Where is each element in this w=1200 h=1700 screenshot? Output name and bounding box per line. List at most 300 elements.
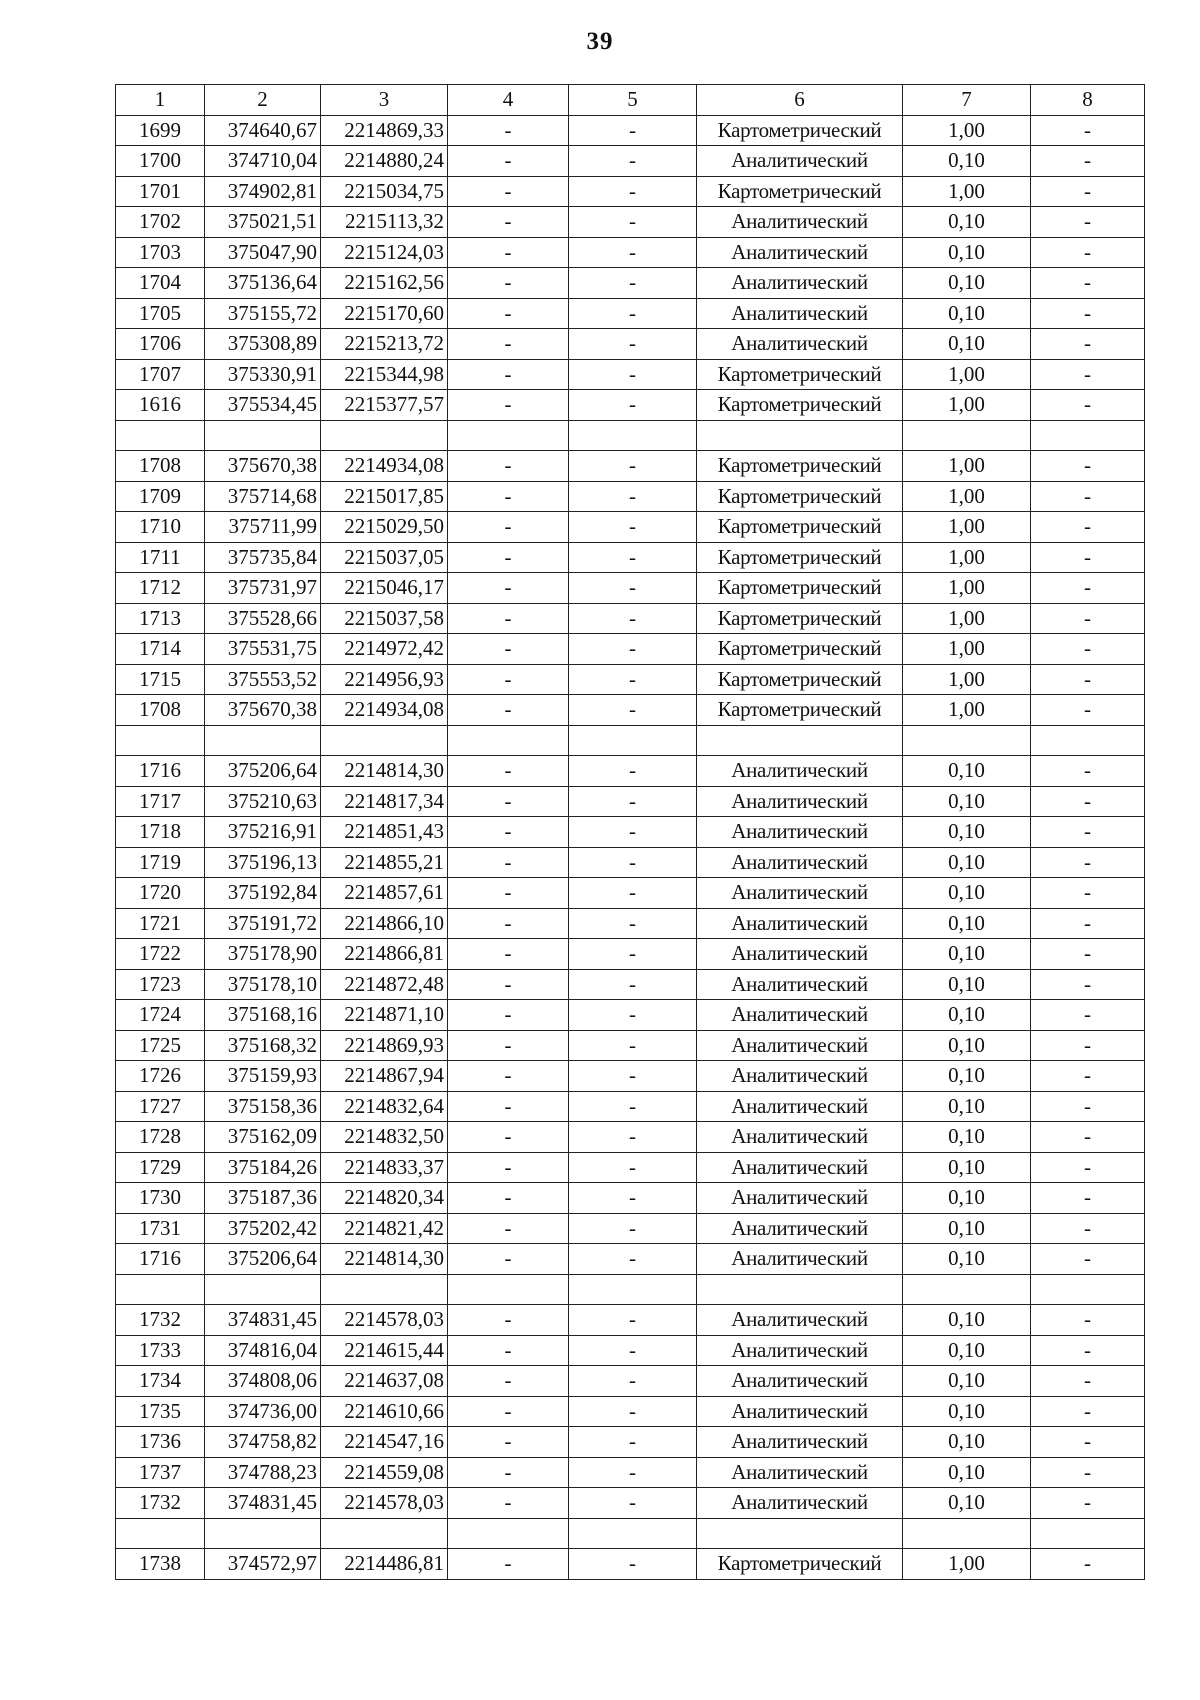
column-8-value: - [1031, 1305, 1145, 1336]
table-row [116, 298, 1145, 329]
table-row [116, 451, 1145, 482]
coordinate-y: 2215170,60 [321, 298, 448, 329]
column-4-value: - [448, 664, 569, 695]
column-4-value: - [448, 390, 569, 421]
point-number: 1720 [116, 878, 205, 909]
point-number: 1701 [116, 176, 205, 207]
point-number: 1718 [116, 817, 205, 848]
point-number: 1712 [116, 573, 205, 604]
column-5-value: - [569, 969, 697, 1000]
column-4-value [448, 1518, 569, 1549]
coordinate-x: 375670,38 [205, 695, 321, 726]
column-8-value: - [1031, 664, 1145, 695]
method-cell: Аналитический [697, 268, 903, 299]
accuracy-cell: 1,00 [903, 512, 1031, 543]
coordinate-x: 375178,10 [205, 969, 321, 1000]
table-row [116, 573, 1145, 604]
point-number: 1717 [116, 786, 205, 817]
method-cell: Аналитический [697, 1061, 903, 1092]
accuracy-cell: 0,10 [903, 847, 1031, 878]
accuracy-cell: 1,00 [903, 542, 1031, 573]
column-5-value: - [569, 603, 697, 634]
coordinate-x: 375206,64 [205, 1244, 321, 1275]
coordinate-x [205, 1518, 321, 1549]
point-number: 1724 [116, 1000, 205, 1031]
coordinate-x [205, 725, 321, 756]
coordinate-y: 2215162,56 [321, 268, 448, 299]
column-4-value [448, 725, 569, 756]
column-header: 6 [697, 85, 903, 116]
column-8-value: - [1031, 1122, 1145, 1153]
point-number: 1726 [116, 1061, 205, 1092]
column-4-value: - [448, 329, 569, 360]
accuracy-cell: 0,10 [903, 1427, 1031, 1458]
coordinate-y: 2214832,64 [321, 1091, 448, 1122]
column-5-value: - [569, 237, 697, 268]
coordinate-y: 2214578,03 [321, 1488, 448, 1519]
table-row [116, 1549, 1145, 1580]
column-5-value: - [569, 298, 697, 329]
table-row [116, 634, 1145, 665]
accuracy-cell [903, 1518, 1031, 1549]
coordinate-x: 375021,51 [205, 207, 321, 238]
point-number: 1734 [116, 1366, 205, 1397]
point-number: 1733 [116, 1335, 205, 1366]
table-row [116, 1061, 1145, 1092]
coordinate-x: 375670,38 [205, 451, 321, 482]
column-4-value: - [448, 939, 569, 970]
coordinate-y [321, 420, 448, 451]
column-8-value: - [1031, 237, 1145, 268]
table-row [116, 786, 1145, 817]
coordinate-y: 2215017,85 [321, 481, 448, 512]
table-row [116, 969, 1145, 1000]
accuracy-cell: 1,00 [903, 1549, 1031, 1580]
column-4-value: - [448, 1000, 569, 1031]
column-8-value: - [1031, 1030, 1145, 1061]
column-4-value: - [448, 1152, 569, 1183]
coordinate-x: 374710,04 [205, 146, 321, 177]
column-4-value: - [448, 1244, 569, 1275]
coordinate-x: 375531,75 [205, 634, 321, 665]
column-4-value: - [448, 298, 569, 329]
column-5-value: - [569, 329, 697, 360]
column-4-value: - [448, 1061, 569, 1092]
coordinate-y: 2215377,57 [321, 390, 448, 421]
method-cell: Аналитический [697, 817, 903, 848]
column-8-value: - [1031, 298, 1145, 329]
column-8-value: - [1031, 939, 1145, 970]
accuracy-cell: 0,10 [903, 1213, 1031, 1244]
table-row [116, 1305, 1145, 1336]
table-row [116, 1366, 1145, 1397]
point-number: 1700 [116, 146, 205, 177]
method-cell: Аналитический [697, 756, 903, 787]
table-row [116, 725, 1145, 756]
table-row [116, 847, 1145, 878]
table-row [116, 481, 1145, 512]
point-number: 1709 [116, 481, 205, 512]
column-4-value: - [448, 176, 569, 207]
accuracy-cell: 1,00 [903, 359, 1031, 390]
column-5-value: - [569, 939, 697, 970]
column-5-value: - [569, 1061, 697, 1092]
coordinate-x: 375534,45 [205, 390, 321, 421]
column-header: 4 [448, 85, 569, 116]
column-4-value: - [448, 908, 569, 939]
point-number: 1728 [116, 1122, 205, 1153]
coordinate-y: 2215037,05 [321, 542, 448, 573]
coordinate-y: 2214880,24 [321, 146, 448, 177]
column-4-value: - [448, 1488, 569, 1519]
point-number: 1731 [116, 1213, 205, 1244]
column-5-value: - [569, 1030, 697, 1061]
coordinate-y: 2215124,03 [321, 237, 448, 268]
column-8-value: - [1031, 878, 1145, 909]
table-row [116, 1274, 1145, 1305]
coordinate-x: 374831,45 [205, 1488, 321, 1519]
method-cell [697, 1518, 903, 1549]
method-cell: Картометрический [697, 664, 903, 695]
column-4-value: - [448, 146, 569, 177]
column-8-value: - [1031, 1396, 1145, 1427]
column-5-value: - [569, 1427, 697, 1458]
accuracy-cell: 1,00 [903, 695, 1031, 726]
coordinate-y: 2215034,75 [321, 176, 448, 207]
column-4-value: - [448, 1305, 569, 1336]
coordinate-x: 374831,45 [205, 1305, 321, 1336]
coordinate-y: 2214934,08 [321, 695, 448, 726]
method-cell: Картометрический [697, 451, 903, 482]
point-number: 1715 [116, 664, 205, 695]
column-8-value: - [1031, 1488, 1145, 1519]
column-4-value: - [448, 207, 569, 238]
coordinate-y: 2214871,10 [321, 1000, 448, 1031]
coordinate-y: 2214972,42 [321, 634, 448, 665]
method-cell: Аналитический [697, 1366, 903, 1397]
accuracy-cell: 0,10 [903, 908, 1031, 939]
column-8-value: - [1031, 1000, 1145, 1031]
coordinate-y: 2214872,48 [321, 969, 448, 1000]
coordinate-x: 375308,89 [205, 329, 321, 360]
column-8-value: - [1031, 908, 1145, 939]
table-header-row [116, 85, 1145, 116]
coordinate-x: 375047,90 [205, 237, 321, 268]
column-8-value [1031, 725, 1145, 756]
column-5-value: - [569, 390, 697, 421]
point-number [116, 1518, 205, 1549]
coordinate-x [205, 420, 321, 451]
table-row [116, 359, 1145, 390]
coordinate-y: 2214559,08 [321, 1457, 448, 1488]
accuracy-cell: 1,00 [903, 176, 1031, 207]
coordinate-y: 2214610,66 [321, 1396, 448, 1427]
column-5-value: - [569, 908, 697, 939]
accuracy-cell: 1,00 [903, 664, 1031, 695]
method-cell: Аналитический [697, 1335, 903, 1366]
method-cell: Аналитический [697, 298, 903, 329]
accuracy-cell: 0,10 [903, 237, 1031, 268]
column-8-value: - [1031, 1061, 1145, 1092]
coordinate-x: 375159,93 [205, 1061, 321, 1092]
column-4-value: - [448, 756, 569, 787]
column-5-value: - [569, 115, 697, 146]
column-5-value: - [569, 1335, 697, 1366]
coordinate-y: 2214821,42 [321, 1213, 448, 1244]
coordinate-y: 2215113,32 [321, 207, 448, 238]
column-4-value: - [448, 634, 569, 665]
column-5-value [569, 1274, 697, 1305]
column-8-value: - [1031, 817, 1145, 848]
point-number: 1705 [116, 298, 205, 329]
accuracy-cell: 0,10 [903, 1000, 1031, 1031]
coordinate-x: 375162,09 [205, 1122, 321, 1153]
column-header: 1 [116, 85, 205, 116]
accuracy-cell: 0,10 [903, 1091, 1031, 1122]
coordinate-y: 2214857,61 [321, 878, 448, 909]
column-5-value: - [569, 1000, 697, 1031]
method-cell: Аналитический [697, 1427, 903, 1458]
method-cell: Аналитический [697, 1396, 903, 1427]
accuracy-cell [903, 1274, 1031, 1305]
accuracy-cell: 0,10 [903, 756, 1031, 787]
table-row [116, 1457, 1145, 1488]
coordinate-y: 2214615,44 [321, 1335, 448, 1366]
table-row [116, 1244, 1145, 1275]
method-cell: Аналитический [697, 237, 903, 268]
accuracy-cell: 0,10 [903, 329, 1031, 360]
column-8-value: - [1031, 512, 1145, 543]
accuracy-cell: 0,10 [903, 1061, 1031, 1092]
coordinate-y: 2214867,94 [321, 1061, 448, 1092]
coordinate-y: 2214820,34 [321, 1183, 448, 1214]
method-cell: Аналитический [697, 908, 903, 939]
method-cell: Аналитический [697, 1457, 903, 1488]
coordinate-y: 2214637,08 [321, 1366, 448, 1397]
coordinate-x [205, 1274, 321, 1305]
method-cell: Аналитический [697, 146, 903, 177]
point-number: 1703 [116, 237, 205, 268]
column-5-value: - [569, 1183, 697, 1214]
column-8-value: - [1031, 268, 1145, 299]
coordinate-y: 2214814,30 [321, 1244, 448, 1275]
column-5-value: - [569, 1305, 697, 1336]
column-4-value: - [448, 1335, 569, 1366]
accuracy-cell: 0,10 [903, 786, 1031, 817]
column-8-value: - [1031, 176, 1145, 207]
point-number [116, 420, 205, 451]
column-4-value: - [448, 451, 569, 482]
method-cell: Аналитический [697, 1000, 903, 1031]
method-cell: Аналитический [697, 1244, 903, 1275]
coordinate-y: 2214547,16 [321, 1427, 448, 1458]
method-cell: Аналитический [697, 1152, 903, 1183]
point-number: 1704 [116, 268, 205, 299]
column-5-value: - [569, 573, 697, 604]
coordinate-x: 375192,84 [205, 878, 321, 909]
point-number: 1707 [116, 359, 205, 390]
table-row [116, 1488, 1145, 1519]
coordinate-y [321, 1274, 448, 1305]
column-5-value: - [569, 1549, 697, 1580]
coordinate-x: 375553,52 [205, 664, 321, 695]
accuracy-cell: 0,10 [903, 1335, 1031, 1366]
column-4-value: - [448, 237, 569, 268]
table-row [116, 512, 1145, 543]
coordinate-x: 375158,36 [205, 1091, 321, 1122]
column-4-value: - [448, 115, 569, 146]
point-number: 1725 [116, 1030, 205, 1061]
column-8-value: - [1031, 1335, 1145, 1366]
table-row [116, 268, 1145, 299]
point-number: 1721 [116, 908, 205, 939]
column-8-value: - [1031, 481, 1145, 512]
column-8-value: - [1031, 1457, 1145, 1488]
coordinate-x: 375168,32 [205, 1030, 321, 1061]
table-row [116, 146, 1145, 177]
coordinate-x: 375187,36 [205, 1183, 321, 1214]
coordinate-x: 375216,91 [205, 817, 321, 848]
table-row [116, 542, 1145, 573]
method-cell: Картометрический [697, 390, 903, 421]
column-8-value: - [1031, 603, 1145, 634]
column-4-value: - [448, 1183, 569, 1214]
coordinate-y: 2215344,98 [321, 359, 448, 390]
column-8-value: - [1031, 756, 1145, 787]
accuracy-cell: 0,10 [903, 1030, 1031, 1061]
column-4-value: - [448, 695, 569, 726]
method-cell: Аналитический [697, 969, 903, 1000]
column-4-value: - [448, 1396, 569, 1427]
method-cell [697, 1274, 903, 1305]
column-8-value [1031, 1274, 1145, 1305]
column-5-value: - [569, 1091, 697, 1122]
table-row [116, 1030, 1145, 1061]
method-cell: Картометрический [697, 695, 903, 726]
method-cell: Аналитический [697, 786, 903, 817]
method-cell: Картометрический [697, 634, 903, 665]
column-8-value [1031, 1518, 1145, 1549]
column-5-value: - [569, 542, 697, 573]
table-row [116, 1518, 1145, 1549]
column-4-value: - [448, 969, 569, 1000]
method-cell [697, 420, 903, 451]
point-number [116, 725, 205, 756]
table-row [116, 695, 1145, 726]
column-4-value: - [448, 1457, 569, 1488]
table-row [116, 1427, 1145, 1458]
coordinate-x: 374788,23 [205, 1457, 321, 1488]
column-4-value: - [448, 573, 569, 604]
column-5-value: - [569, 664, 697, 695]
column-4-value [448, 1274, 569, 1305]
accuracy-cell: 0,10 [903, 878, 1031, 909]
coordinate-x: 374902,81 [205, 176, 321, 207]
point-number: 1714 [116, 634, 205, 665]
accuracy-cell: 0,10 [903, 1457, 1031, 1488]
accuracy-cell: 0,10 [903, 298, 1031, 329]
coordinate-y: 2215046,17 [321, 573, 448, 604]
accuracy-cell: 0,10 [903, 939, 1031, 970]
table-row [116, 115, 1145, 146]
column-4-value: - [448, 481, 569, 512]
coordinates-table [115, 84, 1145, 1580]
table-row [116, 1122, 1145, 1153]
column-8-value: - [1031, 542, 1145, 573]
coordinate-y: 2214866,10 [321, 908, 448, 939]
method-cell [697, 725, 903, 756]
column-5-value: - [569, 176, 697, 207]
column-5-value: - [569, 817, 697, 848]
method-cell: Картометрический [697, 1549, 903, 1580]
coordinate-x: 375714,68 [205, 481, 321, 512]
column-4-value: - [448, 1091, 569, 1122]
coordinate-x: 374736,00 [205, 1396, 321, 1427]
point-number: 1723 [116, 969, 205, 1000]
point-number: 1716 [116, 1244, 205, 1275]
coordinate-x: 375206,64 [205, 756, 321, 787]
accuracy-cell: 0,10 [903, 146, 1031, 177]
column-4-value: - [448, 542, 569, 573]
method-cell: Аналитический [697, 847, 903, 878]
point-number: 1716 [116, 756, 205, 787]
table-row [116, 1335, 1145, 1366]
column-5-value: - [569, 207, 697, 238]
column-5-value: - [569, 1152, 697, 1183]
method-cell: Аналитический [697, 1213, 903, 1244]
point-number: 1616 [116, 390, 205, 421]
accuracy-cell: 0,10 [903, 1366, 1031, 1397]
accuracy-cell [903, 420, 1031, 451]
column-5-value: - [569, 1366, 697, 1397]
table-row [116, 664, 1145, 695]
table-row [116, 329, 1145, 360]
table-row [116, 1396, 1145, 1427]
method-cell: Аналитический [697, 1305, 903, 1336]
column-8-value: - [1031, 1183, 1145, 1214]
coordinate-y: 2214956,93 [321, 664, 448, 695]
coordinate-y: 2214833,37 [321, 1152, 448, 1183]
column-5-value: - [569, 634, 697, 665]
column-8-value: - [1031, 1366, 1145, 1397]
table-row [116, 1152, 1145, 1183]
method-cell: Аналитический [697, 1091, 903, 1122]
column-4-value: - [448, 1366, 569, 1397]
point-number: 1732 [116, 1488, 205, 1519]
column-4-value: - [448, 878, 569, 909]
column-5-value: - [569, 359, 697, 390]
method-cell: Картометрический [697, 512, 903, 543]
method-cell: Картометрический [697, 573, 903, 604]
column-8-value: - [1031, 695, 1145, 726]
coordinate-x: 375178,90 [205, 939, 321, 970]
column-4-value: - [448, 1427, 569, 1458]
table-row [116, 939, 1145, 970]
column-5-value: - [569, 1488, 697, 1519]
coordinate-y: 2214578,03 [321, 1305, 448, 1336]
coordinate-x: 375168,16 [205, 1000, 321, 1031]
method-cell: Аналитический [697, 1183, 903, 1214]
column-5-value: - [569, 1244, 697, 1275]
method-cell: Картометрический [697, 481, 903, 512]
column-8-value: - [1031, 847, 1145, 878]
table-row [116, 207, 1145, 238]
column-8-value: - [1031, 115, 1145, 146]
coordinate-x: 374758,82 [205, 1427, 321, 1458]
column-5-value: - [569, 481, 697, 512]
column-4-value: - [448, 1549, 569, 1580]
column-5-value [569, 725, 697, 756]
